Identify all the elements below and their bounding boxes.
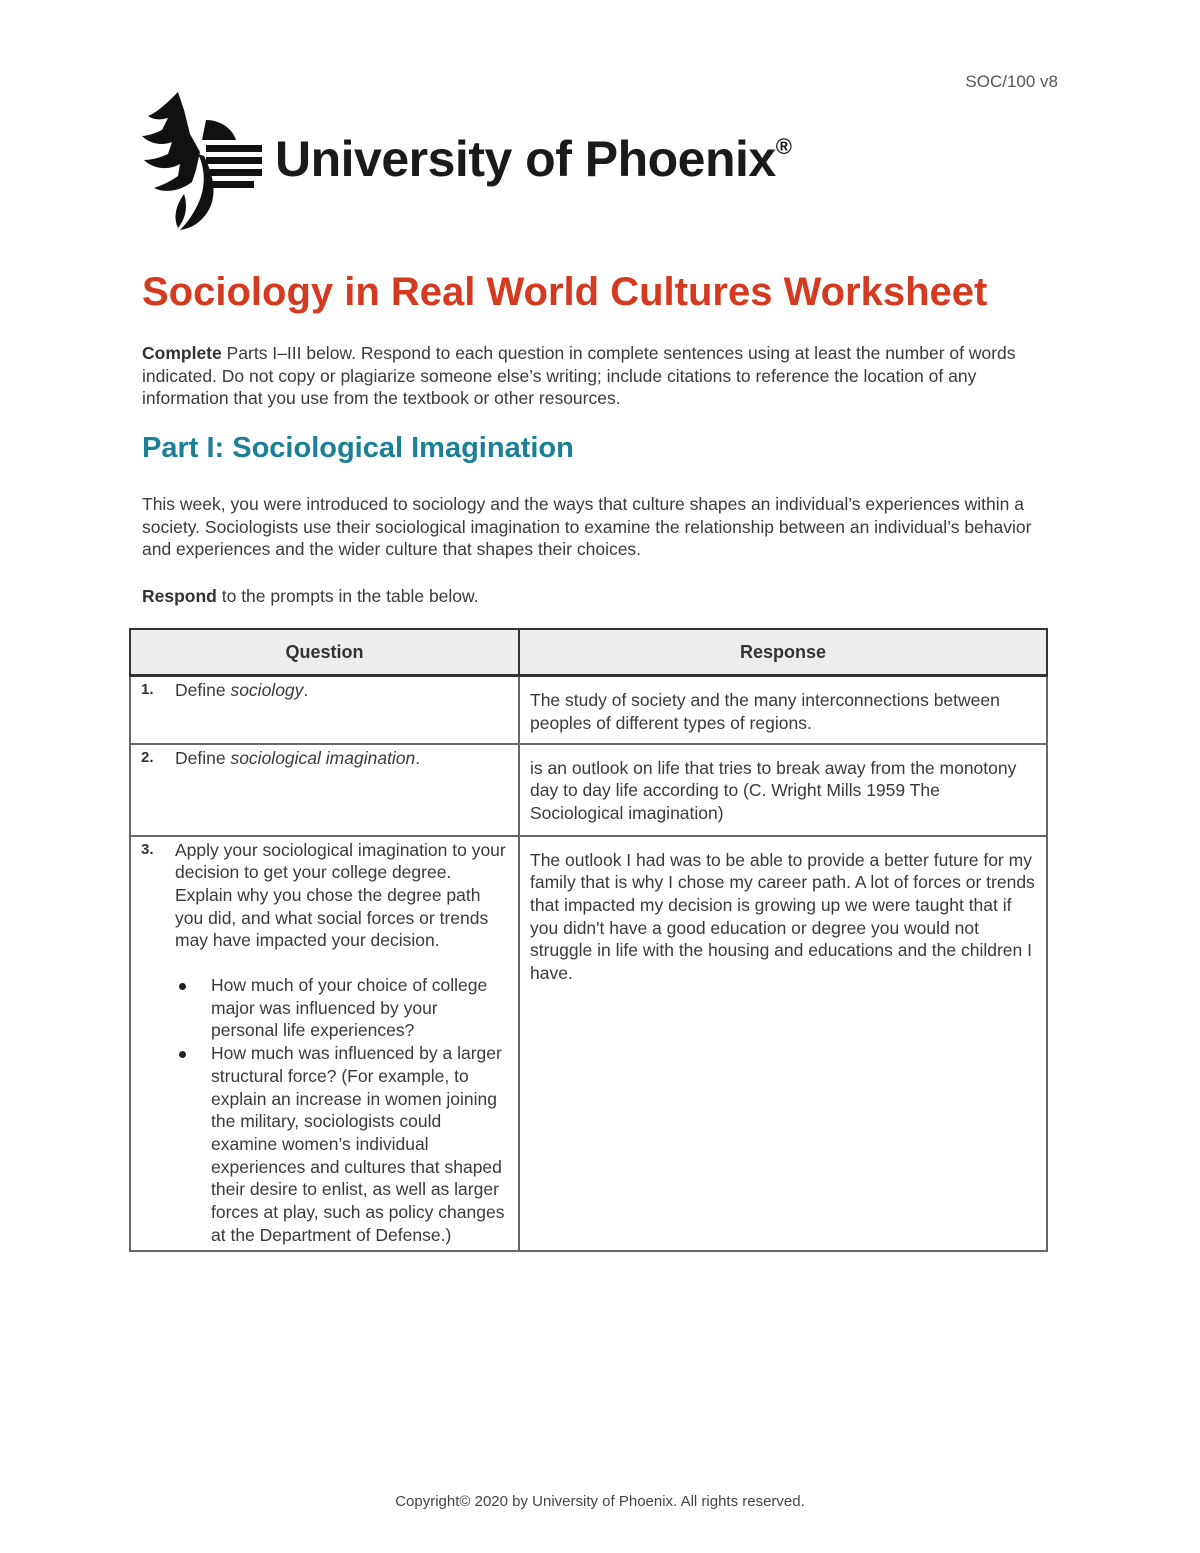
table-row — [130, 676, 1047, 744]
instructions-lead: Complete — [142, 343, 222, 363]
question-number: 1. — [141, 681, 154, 698]
response-column-header: Response — [519, 629, 1047, 676]
question-text: Apply your sociological imagination to your decision to get your college degree. Explain why you chose the degree path you did, and what social forces or trends may have impacted your decision. — [175, 839, 506, 951]
part-heading: Part I: Sociological Imagination — [142, 432, 574, 464]
list-item: How much was influenced by a larger structural force? (For example, to explain an increase in women joining the military, sociologists could examine women’s individual experiences and cultures that shaped their desire to enlist, as well as larger forces at play, such as policy changes at the Department of Defense.) — [211, 1042, 508, 1246]
question-response-table — [129, 628, 1048, 1252]
question-number: 3. — [141, 840, 154, 858]
course-code: SOC/100 v8 — [965, 72, 1058, 91]
list-item: How much of your choice of college major was influenced by your personal life experiences? — [211, 974, 508, 1042]
registered-mark: ® — [775, 134, 792, 159]
instructions-paragraph — [142, 342, 1062, 410]
question-text: Define sociological imagination. — [175, 747, 421, 768]
university-wordmark: University of Phoenix® — [275, 131, 792, 187]
part-intro-paragraph: This week, you were introduced to sociology and the ways that culture shapes an individual’s experiences within a society. Sociologists use their sociological imagination to examine the relationship between an individual’s behavior and experiences and the wider culture that shapes their choices. — [142, 494, 1032, 560]
question-text: Define sociology. — [175, 680, 309, 700]
question-cell — [130, 836, 519, 1252]
table-row — [130, 744, 1047, 836]
table-row — [130, 836, 1047, 1252]
response-cell: is an outlook on life that tries to break away from the monotony day to day life according to (C. Wright Mills 1959 The Sociological imagination) — [519, 744, 1047, 836]
phoenix-emblem-icon — [140, 90, 265, 235]
table-header-row — [130, 629, 1047, 676]
instructions-text: Parts I–III below. Respond to each question in complete sentences using at least the number of words indicated. Do not copy or plagiarize someone else’s writing; include citations to reference the location of any information that you use from the textbook or other resources. — [142, 343, 1016, 409]
response-cell: The study of society and the many interconnections between peoples of different types of regions. — [519, 676, 1047, 744]
respond-text: to the prompts in the table below. — [216, 586, 479, 606]
question-body — [175, 839, 508, 1247]
question-bullet-list — [175, 974, 508, 1246]
question-number: 2. — [141, 748, 154, 766]
question-cell — [130, 744, 519, 836]
page-title: Sociology in Real World Cultures Worksheet — [142, 270, 988, 314]
question-cell — [130, 676, 519, 744]
university-logo — [140, 90, 792, 235]
question-column-header: Question — [130, 629, 519, 676]
respond-instruction — [142, 585, 1062, 608]
response-cell: The outlook I had was to be able to provide a better future for my family that is why I chose my career path. A lot of forces or trends that impacted my decision is growing up we were taught that if you didn't have a good education or degree you would not struggle in life with the housing and educations and the children I have. — [519, 836, 1047, 1252]
copyright-footer: Copyright© 2020 by University of Phoenix. All rights reserved. — [395, 1493, 805, 1510]
respond-lead: Respond — [142, 586, 217, 606]
